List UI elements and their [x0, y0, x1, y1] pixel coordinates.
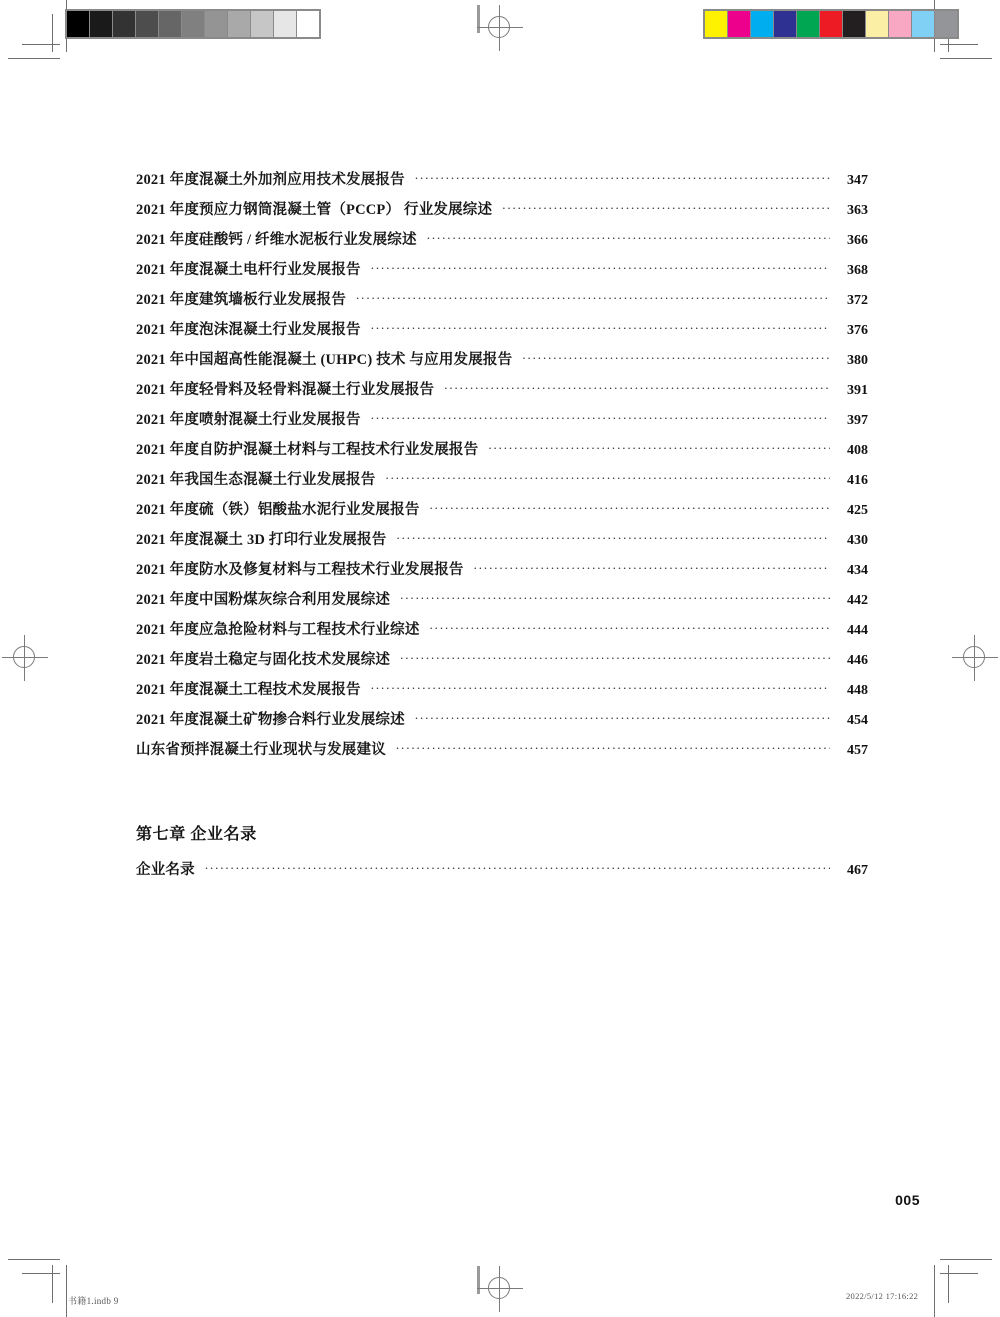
toc-entry-page-number: 366 — [847, 233, 868, 248]
toc-dot-leader — [397, 530, 831, 545]
toc-dot-leader — [427, 230, 830, 245]
toc-entry[interactable] — [136, 288, 868, 318]
toc-entry-page-number: 442 — [847, 593, 868, 608]
grayscale-swatch — [182, 11, 204, 37]
grayscale-swatch — [297, 11, 319, 37]
toc-entry[interactable] — [136, 648, 868, 678]
toc-entry-page-number: 446 — [847, 653, 868, 668]
toc-dot-leader — [396, 740, 830, 755]
toc-entry-page-number: 448 — [847, 683, 868, 698]
toc-dot-leader — [371, 680, 830, 695]
toc-entry-title: 2021 年度应急抢险材料与工程技术行业综述 — [136, 622, 420, 638]
toc-entry-page-number: 457 — [847, 743, 868, 758]
color-swatch — [797, 11, 819, 37]
toc-entry-page-number: 363 — [847, 203, 868, 218]
toc-entry[interactable] — [136, 738, 868, 768]
toc-entry-page-number: 425 — [847, 503, 868, 518]
color-swatch — [705, 11, 727, 37]
toc-entry[interactable] — [136, 198, 868, 228]
toc-entry-page-number: 444 — [847, 623, 868, 638]
toc-entry-title: 山东省预拌混凝土行业现状与发展建议 — [136, 742, 386, 758]
color-swatch — [774, 11, 796, 37]
toc-dot-leader — [415, 710, 830, 725]
grayscale-swatch — [136, 11, 158, 37]
grayscale-swatch — [113, 11, 135, 37]
toc-entry[interactable] — [136, 588, 868, 618]
toc-entry-title: 企业名录 — [136, 862, 195, 878]
toc-entry-page-number: 372 — [847, 293, 868, 308]
section-spacer — [136, 768, 868, 814]
page-folio: 005 — [895, 1192, 920, 1208]
registration-mark-bottom — [477, 1266, 523, 1312]
toc-dot-leader — [371, 260, 830, 275]
toc-entry-title: 2021 年度混凝土外加剂应用技术发展报告 — [136, 172, 405, 188]
toc-entry-title: 2021 年度自防护混凝土材料与工程技术行业发展报告 — [136, 442, 479, 458]
toc-dot-leader — [400, 650, 830, 665]
toc-entry[interactable] — [136, 678, 868, 708]
toc-entry[interactable] — [136, 498, 868, 528]
color-calibration-bar — [703, 9, 959, 39]
grayscale-swatch — [159, 11, 181, 37]
toc-entry-title: 2021 年度防水及修复材料与工程技术行业发展报告 — [136, 562, 464, 578]
toc-entry-title: 2021 年度中国粉煤灰综合利用发展综述 — [136, 592, 391, 608]
toc-entry[interactable] — [136, 318, 868, 348]
toc-entry[interactable] — [136, 528, 868, 558]
toc-dot-leader — [430, 500, 830, 515]
color-swatch — [751, 11, 773, 37]
toc-entry-title: 2021 年度泡沫混凝土行业发展报告 — [136, 322, 361, 338]
toc-entry-title: 2021 年中国超高性能混凝土 (UHPC) 技术 与应用发展报告 — [136, 352, 513, 368]
color-swatch — [889, 11, 911, 37]
toc-entry-page-number: 416 — [847, 473, 868, 488]
toc-entry-title: 2021 年度混凝土 3D 打印行业发展报告 — [136, 532, 387, 548]
color-swatch — [866, 11, 888, 37]
toc-entry[interactable] — [136, 348, 868, 378]
toc-dot-leader — [522, 350, 830, 365]
toc-entry-page-number: 454 — [847, 713, 868, 728]
grayscale-swatch — [67, 11, 89, 37]
registration-mark-right — [952, 635, 998, 681]
crop-mark-bottom-left — [22, 1251, 74, 1303]
toc-entry-list — [136, 168, 868, 768]
toc-entry-title: 2021 年度混凝土工程技术发展报告 — [136, 682, 361, 698]
table-of-contents — [136, 168, 868, 888]
crop-mark-bottom-right — [926, 1251, 978, 1303]
toc-entry-page-number: 376 — [847, 323, 868, 338]
toc-entry[interactable] — [136, 468, 868, 498]
color-swatch — [843, 11, 865, 37]
color-swatch — [820, 11, 842, 37]
toc-entry-page-number: 467 — [847, 863, 868, 878]
grayscale-swatch — [274, 11, 296, 37]
grayscale-swatch — [228, 11, 250, 37]
toc-dot-leader — [415, 170, 830, 185]
grayscale-calibration-bar — [65, 9, 321, 39]
toc-entry-page-number: 408 — [847, 443, 868, 458]
registration-mark-left — [2, 635, 48, 681]
toc-entry-page-number: 368 — [847, 263, 868, 278]
toc-entry[interactable] — [136, 378, 868, 408]
toc-dot-leader — [430, 620, 830, 635]
toc-entry-title: 2021 年度建筑墙板行业发展报告 — [136, 292, 347, 308]
toc-entry[interactable] — [136, 408, 868, 438]
chapter-heading: 第七章 企业名录 — [136, 826, 257, 843]
toc-entry[interactable] — [136, 858, 868, 888]
toc-entry[interactable] — [136, 438, 868, 468]
toc-dot-leader — [356, 290, 830, 305]
toc-entry-page-number: 397 — [847, 413, 868, 428]
toc-dot-leader — [488, 440, 830, 455]
toc-dot-leader — [400, 590, 830, 605]
toc-entry-title: 2021 年度硫（铁）铝酸盐水泥行业发展报告 — [136, 502, 420, 518]
chapter-entry-list — [136, 858, 868, 888]
toc-entry[interactable] — [136, 618, 868, 648]
toc-entry-page-number: 380 — [847, 353, 868, 368]
color-swatch — [912, 11, 934, 37]
toc-entry-page-number: 391 — [847, 383, 868, 398]
toc-dot-leader — [474, 560, 830, 575]
chapter-spacer — [136, 844, 868, 858]
grayscale-swatch — [251, 11, 273, 37]
toc-dot-leader — [371, 410, 830, 425]
color-swatch — [728, 11, 750, 37]
toc-entry-title: 2021 年度混凝土矿物掺合料行业发展综述 — [136, 712, 405, 728]
toc-dot-leader — [444, 380, 830, 395]
toc-entry[interactable] — [136, 228, 868, 258]
color-swatch — [935, 11, 957, 37]
toc-entry-title: 2021 年度喷射混凝土行业发展报告 — [136, 412, 361, 428]
toc-dot-leader — [502, 200, 830, 215]
toc-dot-leader — [205, 860, 830, 875]
toc-entry-title: 2021 年度硅酸钙 / 纤维水泥板行业发展综述 — [136, 232, 417, 248]
toc-entry-page-number: 430 — [847, 533, 868, 548]
footer-timestamp: 2022/5/12 17:16:22 — [846, 1291, 919, 1301]
toc-entry-title: 2021 年度轻骨料及轻骨料混凝土行业发展报告 — [136, 382, 435, 398]
toc-entry-title: 2021 年度混凝土电杆行业发展报告 — [136, 262, 361, 278]
toc-entry-title: 2021 年度岩土稳定与固化技术发展综述 — [136, 652, 391, 668]
footer-filename: 书籍1.indb 9 — [68, 1296, 119, 1306]
toc-dot-leader — [385, 470, 830, 485]
grayscale-swatch — [90, 11, 112, 37]
toc-dot-leader — [371, 320, 830, 335]
grayscale-swatch — [205, 11, 227, 37]
toc-entry[interactable] — [136, 168, 868, 198]
toc-entry[interactable] — [136, 558, 868, 588]
registration-mark-top — [477, 5, 523, 51]
toc-entry-title: 2021 年我国生态混凝土行业发展报告 — [136, 472, 376, 488]
toc-entry-title: 2021 年度预应力钢筒混凝土管（PCCP） 行业发展综述 — [136, 202, 493, 218]
toc-entry[interactable] — [136, 258, 868, 288]
toc-entry-page-number: 434 — [847, 563, 868, 578]
toc-entry-page-number: 347 — [847, 173, 868, 188]
toc-entry[interactable] — [136, 708, 868, 738]
